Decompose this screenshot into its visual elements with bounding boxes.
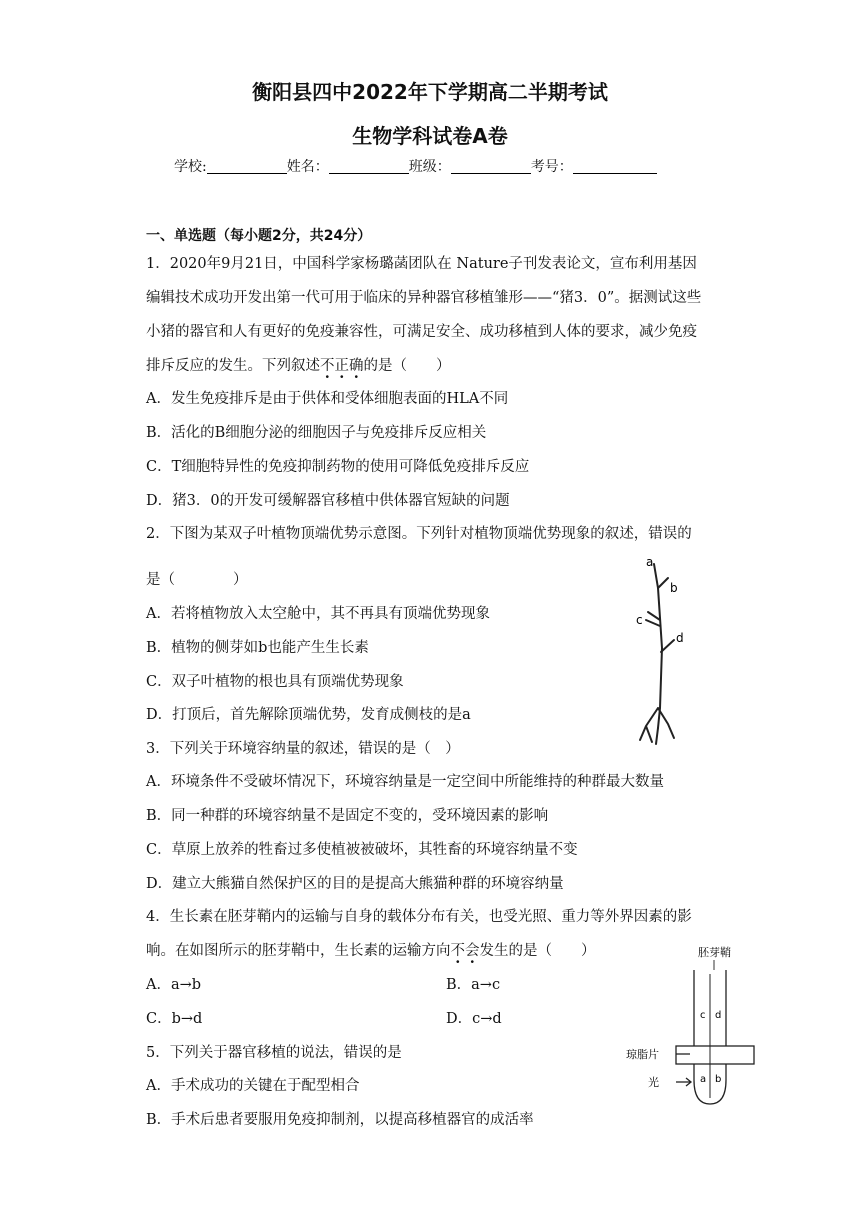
q2-option-d: D．打顶后，首先解除顶端优势，发育成侧枝的是a	[146, 707, 471, 723]
q1-stem-text: 排斥反应的发生。下列叙述	[146, 358, 320, 374]
emphasis-char: 不	[450, 943, 465, 959]
q2-option-a: A．若将植物放入太空舱中，其不再具有顶端优势现象	[146, 606, 490, 622]
class-label: 班级：	[408, 159, 451, 175]
class-blank[interactable]	[451, 159, 531, 174]
q4-option-c: C．b→d	[146, 1011, 203, 1027]
q4-line	[146, 941, 596, 961]
root-branches	[640, 708, 674, 744]
q2-option-c: C．双子叶植物的根也具有顶端优势现象	[146, 674, 404, 690]
q2-line: 2．下图为某双子叶植物顶端优势示意图。下列针对植物顶端优势现象的叙述，错误的	[146, 526, 692, 542]
exam-subtitle: 生物学科试卷A卷	[352, 124, 508, 148]
school-label: 学校:	[174, 159, 207, 175]
q5-option-b: B．手术后患者要服用免疫抑制剂，以提高移植器官的成活率	[146, 1112, 534, 1128]
q4-option-b: B．a→c	[446, 977, 501, 993]
q1-option-b: B．活化的B细胞分泌的细胞因子与免疫排斥反应相关	[146, 425, 487, 441]
q3-option-c: C．草原上放养的牲畜过多使植被被破坏，其牲畜的环境容纳量不变	[146, 842, 578, 858]
q3-option-a: A．环境条件不受破坏情况下，环境容纳量是一定空间中所能维持的种群最大数量	[146, 774, 664, 790]
q3-option-d: D．建立大熊猫自然保护区的目的是提高大熊猫种群的环境容纳量	[146, 876, 564, 892]
bud-b	[658, 578, 668, 588]
q1-option-d: D．猪3．0的开发可缓解器官移植中供体器官短缺的问题	[146, 493, 510, 509]
bud-d	[661, 640, 674, 652]
label-a: a	[700, 1074, 707, 1085]
school-blank[interactable]	[207, 159, 287, 174]
agar-block	[676, 1046, 754, 1064]
q1-option-c: C．T细胞特异性的免疫抑制药物的使用可降低免疫排斥反应	[146, 459, 530, 475]
bud-c	[646, 620, 660, 626]
name-blank[interactable]	[329, 159, 409, 174]
exam-number-blank[interactable]	[573, 159, 657, 174]
label-b: b	[670, 581, 678, 595]
emphasis-char: 确	[349, 358, 364, 374]
exam-number-label: 考号：	[530, 159, 573, 175]
label-d: d	[676, 631, 684, 645]
name-label: 姓名：	[286, 159, 329, 175]
agar-label: 琼脂片	[626, 1048, 659, 1061]
q4-option-a: A．a→b	[146, 977, 202, 993]
q1-line	[146, 356, 451, 376]
q1-line: 小猪的器官和人有更好的免疫兼容性，可满足安全、成功移植到人体的要求，减少免疫	[146, 324, 697, 340]
q3-stem: 3．下列关于环境容纳量的叙述，错误的是（ ）	[146, 741, 460, 757]
label-c: c	[700, 1010, 706, 1021]
emphasis-char: 会	[465, 943, 480, 959]
q4-line: 4．生长素在胚芽鞘内的运输与自身的载体分布有关，也受光照、重力等外界因素的影	[146, 909, 692, 925]
emphasis-char: 不	[320, 358, 335, 374]
q4-option-d: D．c→d	[446, 1011, 502, 1027]
emphasis-char: 正	[334, 358, 349, 374]
q5-stem: 5．下列关于器官移植的说法，错误的是	[146, 1045, 402, 1061]
coleoptile-title: 胚芽鞘	[698, 946, 731, 959]
label-b: b	[715, 1074, 722, 1085]
q1-line: 编辑技术成功开发出第一代可用于临床的异种器官移植雏形——“猪3．0”。据测试这些	[146, 290, 702, 306]
q2-line: 是（ ）	[146, 572, 248, 588]
exam-title: 衡阳县四中2022年下学期高二半期考试	[252, 80, 608, 104]
q2-option-b: B．植物的侧芽如b也能产生生长素	[146, 640, 369, 656]
section-heading: 一、单选题（每小题2分，共24分）	[146, 228, 372, 244]
q3-option-b: B．同一种群的环境容纳量不是固定不变的，受环境因素的影响	[146, 808, 549, 824]
label-d: d	[715, 1010, 722, 1021]
student-info-row	[174, 156, 657, 176]
label-c: c	[636, 613, 643, 627]
q4-stem-text: 发生的是（ ）	[479, 943, 596, 959]
light-label: 光	[648, 1076, 659, 1089]
q1-option-a: A．发生免疫排斥是由于供体和受体细胞表面的HLA不同	[146, 391, 509, 407]
label-a: a	[646, 555, 654, 569]
coleoptile-figure	[620, 940, 770, 1110]
plant-apical-dominance-figure	[620, 548, 700, 748]
q1-line: 1．2020年9月21日，中国科学家杨璐菡团队在 Nature子刊发表论文，宣布利用基因	[146, 256, 697, 272]
q5-option-a: A．手术成功的关键在于配型相合	[146, 1078, 360, 1094]
q4-stem-text: 响。在如图所示的胚芽鞘中，生长素的运输方向	[146, 943, 451, 959]
q1-stem-text: 的是（ ）	[363, 358, 451, 374]
